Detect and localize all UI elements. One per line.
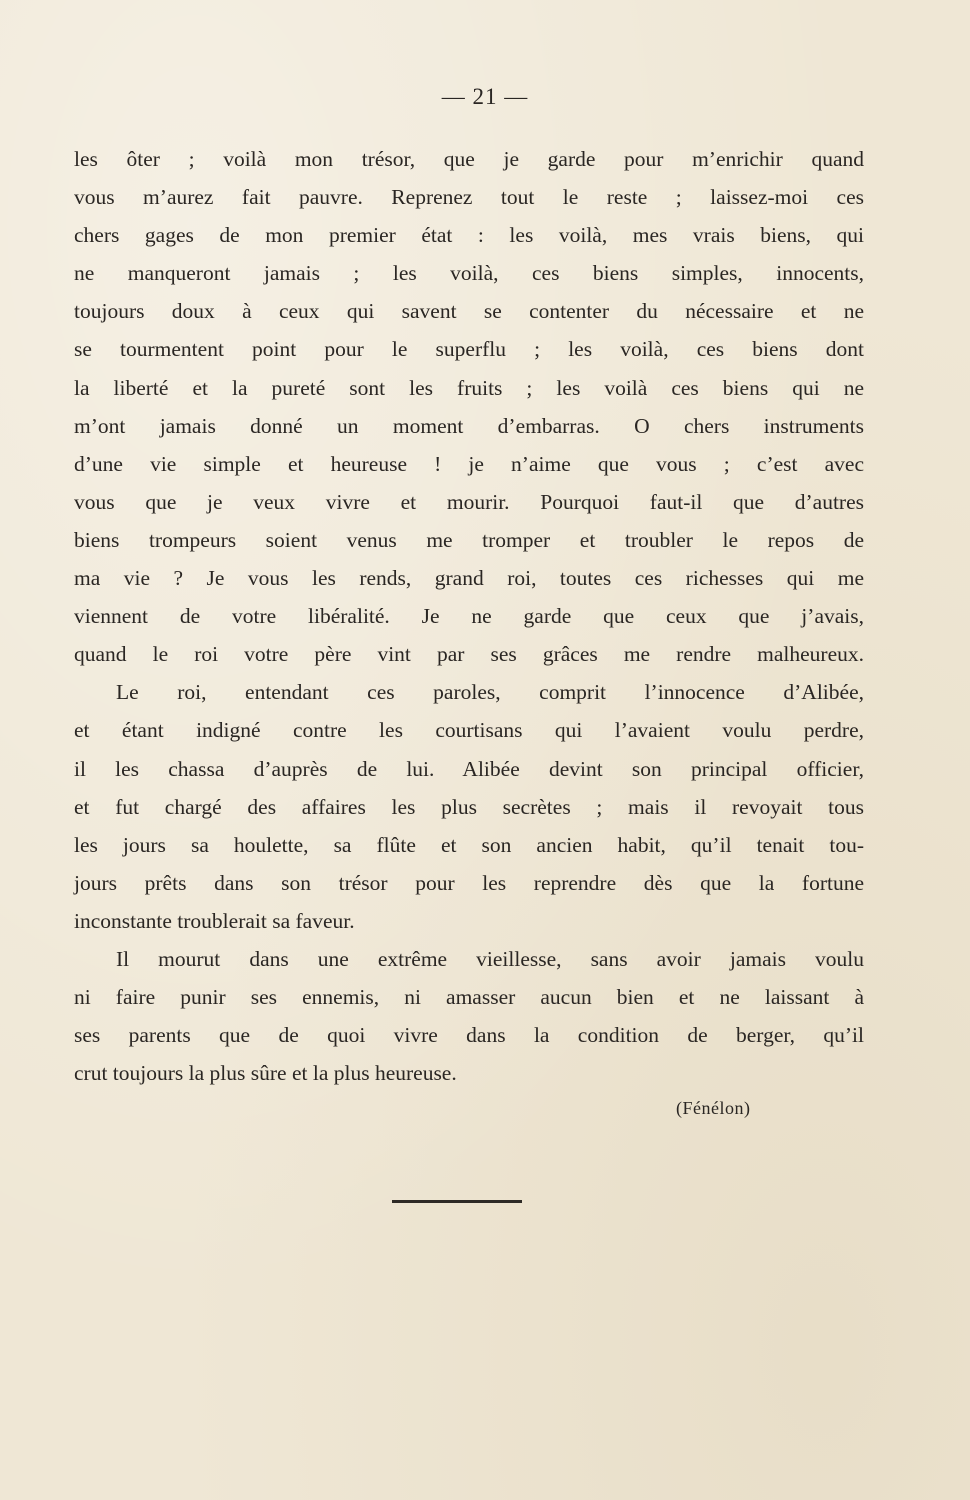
- text-line: les ôter ; voilà mon trésor, que je garde pour m’enrichir quand: [74, 147, 864, 171]
- paragraph-1: [74, 140, 864, 673]
- text-line: et étant indigné contre les courtisans qui l’avaient voulu perdre,: [74, 718, 864, 743]
- text-line: m’ont jamais donné un moment d’embarras. O chers instruments: [74, 413, 864, 438]
- text-line: vous m’aurez fait pauvre. Reprenez tout le reste ; laissez-moi ces: [74, 185, 864, 210]
- text-line: biens trompeurs soient venus me tromper et troubler le repos de: [74, 527, 864, 552]
- text-line: toujours doux à ceux qui savent se contenter du nécessaire et ne: [74, 299, 864, 324]
- text-line: les jours sa houlette, sa flûte et son ancien habit, qu’il tenait tou-: [74, 832, 864, 857]
- text-line: se tourmentent point pour le superflu ; les voilà, ces biens dont: [74, 337, 864, 362]
- author-attribution: (Fénélon): [676, 1098, 751, 1118]
- text-line: Le roi, entendant ces paroles, comprit l’innocence d’Alibée,: [116, 680, 864, 705]
- text-line: quand le roi votre père vint par ses grâces me rendre malheureux.: [74, 642, 864, 667]
- text-line: ma vie ? Je vous les rends, grand roi, toutes ces richesses qui me: [74, 566, 864, 591]
- page-number: — 21 —: [441, 84, 529, 109]
- text-line: il les chassa d’auprès de lui. Alibée devint son principal officier,: [74, 756, 864, 781]
- end-rule-divider: [392, 1200, 522, 1203]
- paragraph-3: [74, 940, 864, 1092]
- text-line: ni faire punir ses ennemis, ni amasser aucun bien et ne laissant à: [74, 985, 864, 1010]
- text-line: ne manqueront jamais ; les voilà, ces biens simples, innocents,: [74, 261, 864, 286]
- text-line: Il mourut dans une extrême vieillesse, sans avoir jamais voulu: [116, 946, 864, 971]
- text-line: chers gages de mon premier état : les voilà, mes vrais biens, qui: [74, 223, 864, 248]
- text-line: et fut chargé des affaires les plus secrètes ; mais il revoyait tous: [74, 794, 864, 819]
- text-line: ses parents que de quoi vivre dans la condition de berger, qu’il: [74, 1023, 864, 1048]
- text-line: jours prêts dans son trésor pour les reprendre dès que la fortune: [74, 870, 864, 895]
- paragraph-2: [74, 673, 864, 940]
- body-text: [74, 140, 864, 1092]
- text-line: crut toujours la plus sûre et la plus heureuse.: [74, 1061, 457, 1086]
- text-line: la liberté et la pureté sont les fruits ; les voilà ces biens qui ne: [74, 375, 864, 400]
- text-line: d’une vie simple et heureuse ! je n’aime que vous ; c’est avec: [74, 451, 864, 476]
- text-line: inconstante troublerait sa faveur.: [74, 908, 355, 933]
- text-line: vous que je veux vivre et mourir. Pourquoi faut-il que d’autres: [74, 489, 864, 514]
- text-line: viennent de votre libéralité. Je ne garde que ceux que j’avais,: [74, 604, 864, 629]
